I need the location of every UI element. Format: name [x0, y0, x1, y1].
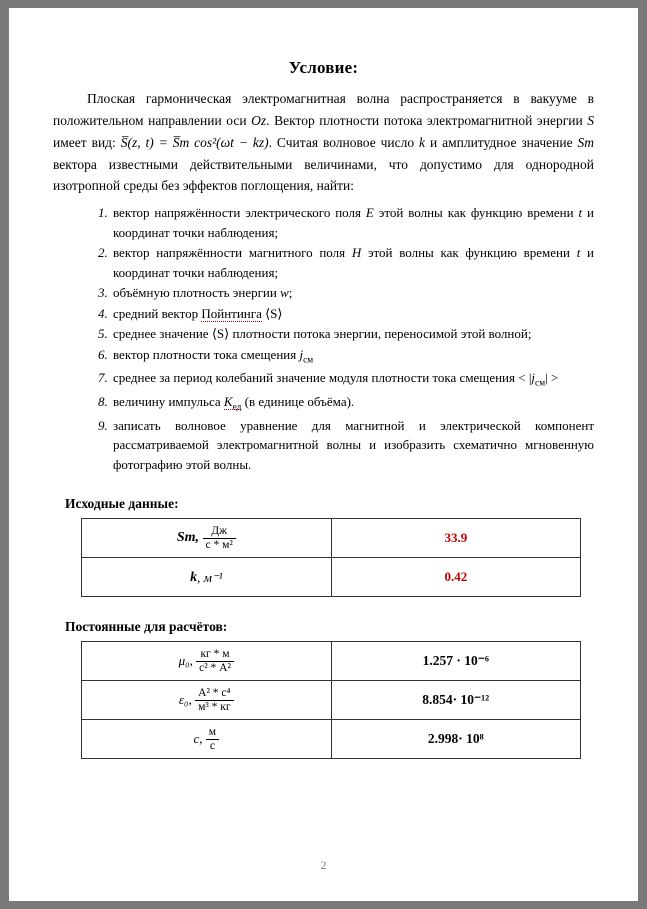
list-item: 4. средний вектор Пойнтинга ⟨S⟩: [111, 304, 594, 324]
unit-denominator: с * м²: [205, 538, 233, 551]
unit-fraction: [195, 687, 234, 713]
symbol-eps0: ε₀: [178, 692, 189, 708]
constant-label-0: μ₀, $\frac{кг * м}{\text{с² * А²}}$: [82, 642, 332, 681]
list-item: 1. вектор напряжённости электрического поля E этой волны как функцию времени t и координат точки наблюдения;: [111, 203, 594, 242]
unit-denominator: м³ * кг: [198, 700, 231, 713]
value-text: 0.42: [444, 569, 468, 585]
table-row: [82, 681, 581, 720]
list-item: 9. записать волновое уравнение для магнитной и электрической компонент рассматриваемой электромагнитной волны и изобразить схематично мгновенную фотографию этой волны.: [111, 416, 594, 475]
table-row: [82, 558, 581, 597]
symbol-k: k: [190, 569, 198, 585]
unit-numerator: кг * м: [196, 648, 234, 661]
intro-text-5: и амплитудное значение: [425, 134, 578, 150]
constant-value-1: [331, 681, 581, 720]
intro-text-3: имеет вид:: [53, 134, 121, 150]
unit-fraction: [206, 726, 219, 752]
initial-data-heading: Исходные данные:: [65, 496, 179, 512]
unit-denominator: с: [209, 739, 215, 752]
initial-data-label-1: [82, 558, 332, 597]
list-item: 7. среднее за период колебаний значение модуля плотности тока смещения < $|j_{см}|$ >: [111, 368, 594, 391]
initial-data-value-0: [331, 519, 580, 558]
list-item: 5. среднее значение ⟨S⟩ плотности потока энергии, переносимой этой волной;: [111, 324, 594, 344]
intro-text-1: Плоская гармоническая электромагнитная волна распространяется в вакууме в положительном направлении оси: [53, 91, 594, 128]
task-list: [53, 203, 594, 474]
table-row: [82, 720, 581, 759]
constant-value-0: [331, 642, 581, 681]
k-symbol: k: [419, 134, 426, 150]
symbol-c: с: [193, 731, 200, 747]
unit-inline: , м⁻¹: [197, 569, 223, 585]
unit-numerator: Дж: [203, 525, 236, 538]
constants-table: [81, 641, 581, 759]
list-item: 8. величину импульса $K_{ед}$ (в единице объёма).: [111, 392, 594, 415]
value-text: 33.9: [444, 530, 468, 546]
table-row: [82, 519, 581, 558]
page-title: Условие:: [288, 58, 359, 77]
axis-symbol: Oz: [251, 112, 267, 128]
constants-heading: Постоянные для расчётов:: [65, 619, 228, 635]
document-page: [9, 8, 638, 901]
initial-data-label-0: Sm, $\frac{Дж}{\text{с * м²}}$: [82, 519, 332, 558]
unit-numerator: А² * с⁴: [195, 687, 234, 700]
intro-paragraph: [53, 88, 594, 197]
value-text: 2.998· 10⁸: [427, 731, 484, 747]
intro-text-4: . Считая волновое число: [268, 134, 420, 150]
value-text: 8.854· 10⁻¹²: [422, 692, 490, 708]
list-item: 6. вектор плотности тока смещения $j_{см}$: [111, 345, 594, 368]
constant-value-2: [331, 720, 581, 759]
table-row: [82, 642, 581, 681]
constant-label-2: с, $\frac{м}{с}$: [82, 720, 332, 759]
unit-numerator: м: [206, 726, 219, 739]
sm-symbol: Sm: [577, 134, 594, 150]
intro-text-6: вектора известными действительными величинами, что допустимо для однородной изотропной среды без эффектов поглощения, найти:: [53, 156, 594, 194]
unit-fraction: [203, 525, 236, 551]
intro-text-2: . Вектор плотности потока электромагнитной энергии: [266, 112, 588, 128]
unit-fraction: [196, 648, 234, 674]
initial-data-table: [81, 518, 581, 597]
initial-data-value-1: [331, 558, 580, 597]
symbol-mu0: μ₀: [178, 653, 190, 669]
list-item: 3. объёмную плотность энергии w;: [111, 283, 594, 303]
symbol-sm: Sm: [176, 530, 196, 546]
s-symbol: S: [587, 112, 594, 128]
constant-label-1: ε₀, $\frac{\text{А² * с⁴}}{\text{м³ * кг}}$: [82, 681, 332, 720]
unit-denominator: с² * А²: [199, 661, 231, 674]
page-number: 2: [320, 858, 327, 872]
poynting-formula: S̅(z, t) = S̅m cos²(ωt − kz): [120, 134, 269, 150]
list-item: 2. вектор напряжённости магнитного поля H этой волны как функцию времени t и координат точки наблюдения;: [111, 243, 594, 282]
value-text: 1.257 · 10⁻⁶: [422, 653, 489, 669]
